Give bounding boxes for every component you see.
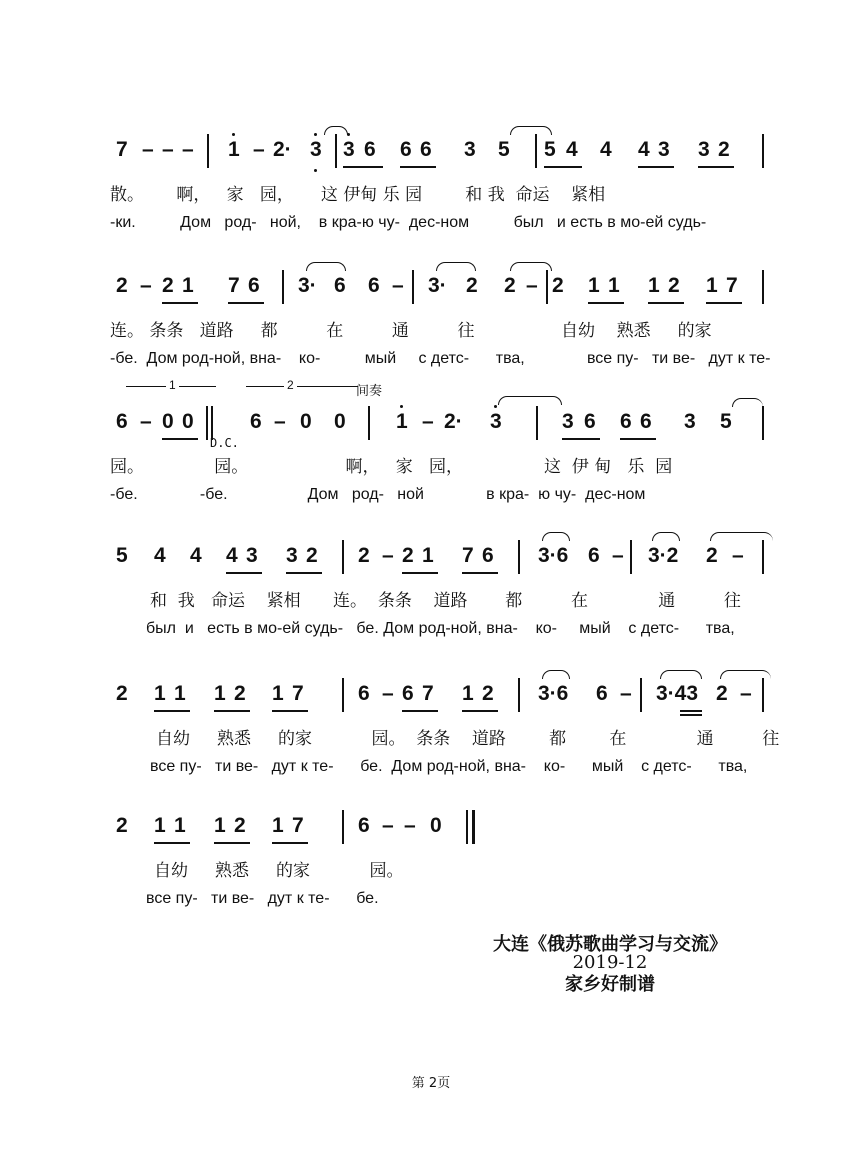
barline [640, 678, 642, 712]
barline [762, 678, 764, 712]
lyrics-russian: -бе. -бе. Дом род- ной в кра- ю чу- дес-ном [110, 486, 646, 503]
credit-author: 家乡好制谱 [565, 974, 655, 995]
barline [762, 406, 764, 440]
lyrics-chinese: 自幼 熟悉 的家 园。 条条 道路 都 在 通 往 [156, 729, 780, 749]
notes-row: 2 1 1 1 2 1 7 6 – 6 7 1 2 3·6 6 – 3·43 2 – [110, 680, 770, 714]
barline [342, 540, 344, 574]
barline [368, 406, 370, 440]
barline [207, 134, 209, 168]
barline [536, 406, 538, 440]
lyrics-russian: -бе. Дом род-ной, вна- ко- мый с детс- тва, все пу- ти ве- дут к те- [110, 350, 771, 367]
interlude-label: 间奏 [356, 383, 383, 398]
lyrics-chinese: 和 我 命运 紧相 连。 条条 道路 都 在 通 往 [150, 591, 741, 611]
lyrics-chinese: 连。 条条 道路 都 在 通 往 自幼 熟悉 的家 [110, 321, 712, 341]
lyrics-russian: все пу- ти ве- дут к те- бе. Дом род-ной, вна- ко- мый с детс- тва, [150, 758, 748, 775]
lyrics-russian: -ки. Дом род- ной, в кра-ю чу- дес-ном был и есть в мо-ей судь- [110, 214, 707, 231]
barline [546, 270, 548, 304]
lyrics-russian: был и есть в мо-ей судь- бе. Дом род-ной, вна- ко- мый с детс- тва, [146, 620, 735, 637]
barline [282, 270, 284, 304]
barline [518, 540, 520, 574]
credit-date: 2019-12 [572, 952, 648, 973]
barline [342, 678, 344, 712]
barline [412, 270, 414, 304]
final-barline [466, 810, 468, 844]
volta-2 [246, 386, 358, 387]
credit-source: 大连《俄苏歌曲学习与交流》 [493, 934, 727, 955]
notes-row: 5 4 4 4 3 3 2 2 – 2 1 7 6 3·6 6 – 3·2 2 – [110, 542, 770, 576]
barline [518, 678, 520, 712]
page-number: 第 2页 [411, 1076, 451, 1091]
double-barline [206, 406, 208, 440]
notes-row: 6 – 0 0 D.C. 6 – 0 0 1 – 2· 3 3 6 6 6 3 5 [110, 408, 770, 442]
volta-2-label: 2 [284, 378, 297, 392]
lyrics-russian: все пу- ти ве- дут к те- бе. [146, 890, 379, 907]
lyrics-chinese: 园。 园。 啊， 家 园， 这 伊 甸 乐 园 [110, 457, 673, 477]
barline [342, 810, 344, 844]
notes-row: 2 – 2 1 7 6 3· 6 6 – 3· 2 2 – 2 1 1 1 2 1 7 [110, 272, 770, 306]
barline [762, 134, 764, 168]
barline [630, 540, 632, 574]
barline [535, 134, 537, 168]
da-capo-mark: D.C. [210, 436, 239, 450]
barline [762, 270, 764, 304]
notes-row: 7 – – – 1 – 2· 3 3 6 6 6 3 5 5 4 4 4 3 3 2 [110, 136, 770, 170]
barline [762, 540, 764, 574]
barline [335, 134, 337, 168]
volta-1-label: 1 [166, 378, 179, 392]
lyrics-chinese: 自幼 熟悉 的家 园。 [154, 861, 404, 881]
notes-row: 2 1 1 1 2 1 7 6 – – 0 [110, 812, 770, 846]
lyrics-chinese: 散。 啊， 家 园， 这 伊甸 乐 园 和 我 命运 紧相 [110, 185, 606, 205]
